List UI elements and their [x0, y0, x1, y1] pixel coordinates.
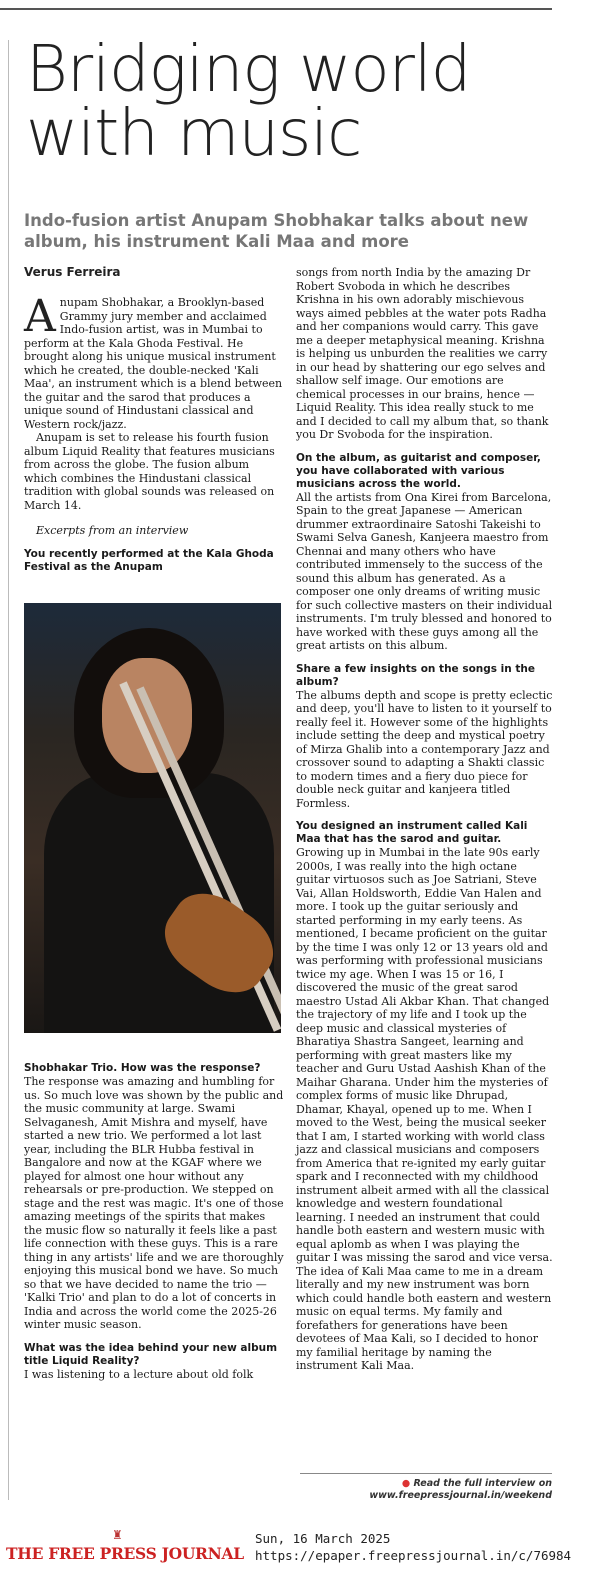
publish-date: Sun, 16 March 2025	[255, 1531, 391, 1546]
readmore-rule	[300, 1473, 552, 1474]
question-3: On the album, as guitarist and composer, you have collaborated with various musicians across the world.	[296, 451, 541, 490]
top-rule	[0, 8, 552, 10]
answer-2-part-2: songs from north India by the amazing Dr Robert Svoboda in which he describes Krishna in his own adorably mischievous ways aimed pebbles at the water pots Radha and her companions would carry. This gave me a deeper metaphysical meaning. Krishna is helping us unburden the realities we carry in our head by shattering our ego selves and shallow self image. Our emotions are chemical processes in our brains, hence — Liquid Reality. This idea really stuck to me and I decided to call my album that, so thank you Dr Svoboda for the inspiration.	[296, 266, 549, 441]
read-more-link[interactable]: www.freepressjournal.in/weekend	[369, 1490, 552, 1501]
column-right	[296, 266, 554, 1373]
intro-paragraph-2: Anupam is set to release his fourth fusion album Liquid Reality that features musicians from across the globe. The fusion album which combines the Hindustani classical tradition with global sounds was released on March 14.	[24, 431, 275, 512]
intro-paragraph: Anupam Shobhakar, a Brooklyn-based Grammy jury member and acclaimed Indo-fusion artist, was in Mumbai to perform at the Kala Ghoda Festival. He brought along his unique musical instrument which he created, the double-necked 'Kali Maa', an instrument which is a blend between the guitar and the sarod that produces a unique sound of Hindustani classical and Western rock/jazz.	[24, 291, 283, 431]
read-more-text: Read the full interview on	[413, 1478, 552, 1489]
page-title: Bridging world with music	[26, 33, 471, 171]
question-4: Share a few insights on the songs in the album?	[296, 662, 536, 688]
column-left-top	[24, 291, 284, 574]
column-left-bottom	[24, 1052, 284, 1381]
page-url[interactable]: https://epaper.freepressjournal.in/c/76984	[255, 1548, 572, 1563]
question-5: You designed an instrument called Kali Maa that has the sarod and guitar.	[296, 820, 528, 845]
artist-photo	[24, 603, 281, 1033]
article-deck: Indo-fusion artist Anupam Shobhakar talks about new album, his instrument Kali Maa and more	[24, 211, 529, 251]
answer-5: Growing up in Mumbai in the late 90s early 2000s, I was really into the high octane guitar virtuosos such as Joe Satriani, Steve Vai, Allan Holdsworth, Eddie Van Halen and more. I took up the guitar seriously and started performing in my early teens. As mentioned, I became proficient on the guitar by the time I was only 12 or 13 years old and was performing with professional musicians twice my age. When I was 15 or 16, I discovered the music of the great sarod maestro Ustad Ali Akbar Khan. That changed the trajectory of my life and I took up the deep music and classical mysteries of Bharatiya Shastra Sangeet, learning and performing with great masters like my teacher and Guru Ustad Aashish Khan of the Maihar Gharana. Under him the mysteries of complex forms of music like Dhrupad, Dhamar, Khayal, opened up to me. When I moved to the West, being the musical seeker that I am, I started working with world class jazz and classical musicians and composers from America that re-ignited my early guitar spark and I reconnected with my childhood instrument albeit armed with all the classical knowledge and western foundational learning. I needed an instrument that could handle both eastern and western music with equal aplomb as when I was playing the guitar I was missing the sarod and vice versa. The idea of Kali Maa came to me in a dream literally and my new instrument was born which could handle both eastern and western music on equal terms. My family and forefathers for generations have been devotees of Maa Kali, so I decided to honor my familial heritage by naming the instrument Kali Maa.	[296, 846, 553, 1372]
byline: Verus Ferreira	[24, 265, 121, 279]
column-rule	[8, 40, 9, 1500]
page-stamp	[255, 1530, 571, 1564]
lamp-icon: ♜	[112, 1528, 123, 1542]
question-1-part-2: Shobhakar Trio. How was the response?	[24, 1062, 261, 1074]
excerpt-note: Excerpts from an interview	[36, 524, 189, 537]
answer-4: The albums depth and scope is pretty eclectic and deep, you'll have to listen to it yourself to really feel it. However some of the highlights include setting the deep and mystical poetry of Mirza Ghalib into a contemporary Jazz and crossover sound to adapting a Shakti classic to modern times and a fiery duo piece for double neck guitar and kanjeera titled Formless.	[296, 688, 553, 810]
masthead-logo: THE FREE PRESS JOURNAL	[6, 1544, 244, 1563]
read-more	[300, 1478, 552, 1502]
question-2: What was the idea behind your new album title Liquid Reality?	[24, 1341, 278, 1367]
answer-2-part-1: I was listening to a lecture about old folk	[24, 1367, 254, 1381]
answer-3: All the artists from Ona Kirei from Barcelona, Spain to the great Japanese — American drummer extraordinaire Satoshi Takeishi to Swami Selva Ganesh, Kanjeera maestro from Chennai and many others who have contributed immensely to the success of the sound this album has generated. As a composer one only dreams of writing music for such collective masters on their individual instruments. I'm truly blessed and honored to have worked with these guys among all the great artists on this album.	[296, 490, 553, 652]
drop-cap: A	[24, 291, 56, 342]
question-1-part-1: You recently performed at the Kala Ghoda Festival as the Anupam	[24, 547, 274, 573]
footer	[0, 1522, 595, 1573]
location-pin-icon: ●	[401, 1478, 411, 1489]
answer-1: The response was amazing and humbling for us. So much love was shown by the public and the music community at large. Swami Selvaganesh, Amit Mishra and myself, have started a new trio. We performed a lot last year, including the BLR Hubba festival in Bangalore and now at the KGAF where we played for almost one hour without any rehearsals or pre-production. We stepped on stage and the rest was magic. It's one of those amazing meetings of the spirits that makes the music flow so naturally it feels like a past life connection with these guys. This is a rare thing in any artists' life and we are thoroughly enjoying this musical bond we have. So much so that we have decided to name the trio — 'Kalki Trio' and plan to do a lot of concerts in India and across the world come the 2025-26 winter music season.	[24, 1075, 284, 1331]
